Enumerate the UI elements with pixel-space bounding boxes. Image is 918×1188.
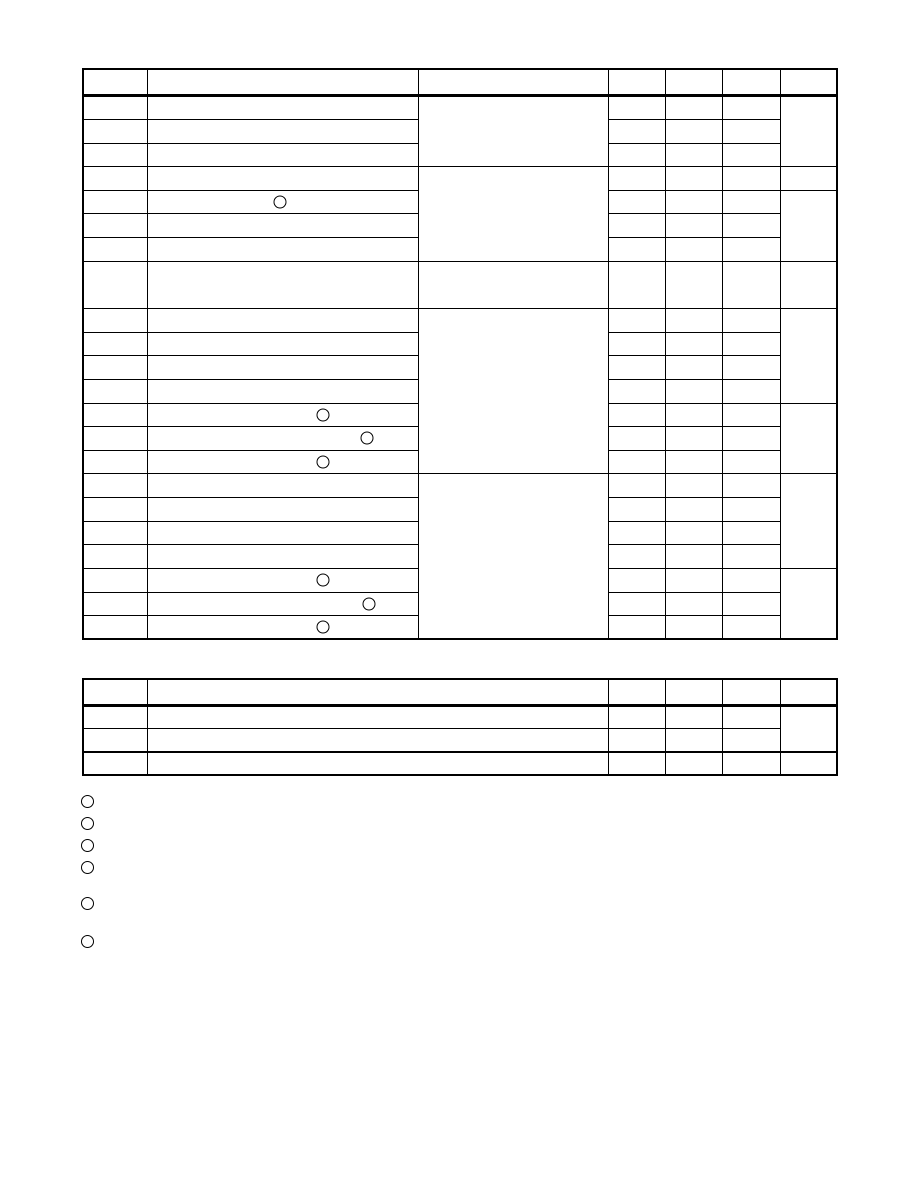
row-min-cell [608, 166, 665, 190]
footnote-marker-circle-icon [360, 432, 373, 445]
row-max-cell [722, 592, 780, 615]
row-parameter-cell [147, 473, 418, 497]
row-max-cell [722, 213, 780, 237]
row-typ-cell [665, 615, 722, 639]
row-symbol-cell [83, 95, 147, 119]
row-symbol-cell [83, 355, 147, 379]
row-typ-cell [665, 592, 722, 615]
footnote-item [81, 817, 102, 830]
row-typ-cell [665, 355, 722, 379]
row-min-cell [608, 521, 665, 544]
row-parameter-cell [147, 237, 418, 261]
footnote-item [81, 839, 102, 852]
table-header-row [83, 69, 837, 95]
row-parameter-cell [147, 705, 608, 728]
table-row [83, 308, 837, 332]
row-min-cell [608, 615, 665, 639]
row-max-cell [722, 615, 780, 639]
row-max-cell [722, 237, 780, 261]
row-typ-cell [665, 119, 722, 143]
row-max-cell [722, 473, 780, 497]
row-typ-cell [665, 752, 722, 775]
footnote-circle-icon [81, 795, 94, 808]
row-min-cell [608, 119, 665, 143]
row-min-cell [608, 95, 665, 119]
header-cell-min [608, 679, 665, 705]
row-symbol-cell [83, 308, 147, 332]
table-row [83, 473, 837, 497]
row-typ-cell [665, 403, 722, 426]
row-min-cell [608, 473, 665, 497]
row-parameter-cell [147, 355, 418, 379]
row-typ-cell [665, 95, 722, 119]
row-parameter-cell [147, 450, 418, 473]
row-max-cell [722, 450, 780, 473]
row-min-cell [608, 355, 665, 379]
row-parameter-cell [147, 426, 418, 450]
row-symbol-cell [83, 237, 147, 261]
footnote-circle-icon [81, 817, 94, 830]
row-max-cell [722, 752, 780, 775]
row-parameter-cell [147, 166, 418, 190]
row-min-cell [608, 728, 665, 752]
unit-group-cell [780, 166, 837, 190]
header-cell-max [722, 679, 780, 705]
header-cell-unit [780, 69, 837, 95]
footnote-item [81, 861, 102, 874]
row-min-cell [608, 261, 665, 308]
row-parameter-cell [147, 752, 608, 775]
row-min-cell [608, 213, 665, 237]
unit-group-cell [780, 403, 837, 473]
unit-group-cell [780, 95, 837, 166]
header-cell-parameter [147, 69, 418, 95]
row-symbol-cell [83, 544, 147, 568]
unit-group-cell [780, 568, 837, 639]
footnote-marker-circle-icon [362, 597, 375, 610]
unit-group-cell [780, 752, 837, 775]
row-symbol-cell [83, 521, 147, 544]
row-parameter-cell [147, 497, 418, 521]
row-max-cell [722, 332, 780, 355]
table-row [83, 705, 837, 728]
row-symbol-cell [83, 119, 147, 143]
row-parameter-cell [147, 615, 418, 639]
header-cell-parameter [147, 679, 608, 705]
row-typ-cell [665, 728, 722, 752]
row-parameter-cell [147, 379, 418, 403]
row-min-cell [608, 450, 665, 473]
header-cell-typ [665, 679, 722, 705]
header-cell-min [608, 69, 665, 95]
header-cell-symbol [83, 69, 147, 95]
row-symbol-cell [83, 213, 147, 237]
table-row [83, 95, 837, 119]
row-parameter-cell [147, 143, 418, 166]
row-min-cell [608, 705, 665, 728]
row-typ-cell [665, 190, 722, 213]
unit-group-cell [780, 308, 837, 403]
footnote-marker-circle-icon [316, 455, 329, 468]
row-min-cell [608, 379, 665, 403]
condition-group-cell [418, 308, 608, 473]
row-typ-cell [665, 308, 722, 332]
row-max-cell [722, 355, 780, 379]
row-typ-cell [665, 450, 722, 473]
condition-group-cell [418, 166, 608, 261]
row-max-cell [722, 705, 780, 728]
footnote-item [81, 897, 102, 910]
characteristics-table [82, 68, 838, 640]
row-parameter-cell [147, 261, 418, 308]
row-min-cell [608, 143, 665, 166]
row-parameter-cell [147, 568, 418, 592]
row-max-cell [722, 426, 780, 450]
row-max-cell [722, 544, 780, 568]
row-max-cell [722, 166, 780, 190]
footnote-item [81, 795, 102, 808]
row-min-cell [608, 592, 665, 615]
row-symbol-cell [83, 261, 147, 308]
row-max-cell [722, 403, 780, 426]
header-cell-typ [665, 69, 722, 95]
row-typ-cell [665, 426, 722, 450]
condition-group-cell [418, 473, 608, 639]
row-min-cell [608, 308, 665, 332]
row-symbol-cell [83, 592, 147, 615]
row-max-cell [722, 261, 780, 308]
row-min-cell [608, 568, 665, 592]
row-parameter-cell [147, 213, 418, 237]
table-row [83, 166, 837, 190]
row-symbol-cell [83, 143, 147, 166]
row-typ-cell [665, 544, 722, 568]
row-parameter-cell [147, 728, 608, 752]
row-min-cell [608, 403, 665, 426]
row-min-cell [608, 190, 665, 213]
footnote-marker-circle-icon [273, 195, 286, 208]
row-typ-cell [665, 166, 722, 190]
row-typ-cell [665, 237, 722, 261]
row-max-cell [722, 728, 780, 752]
table-header-row [83, 679, 837, 705]
row-min-cell [608, 497, 665, 521]
table-row [83, 261, 837, 308]
row-symbol-cell [83, 497, 147, 521]
footnote-circle-icon [81, 861, 94, 874]
row-parameter-cell [147, 332, 418, 355]
row-symbol-cell [83, 705, 147, 728]
row-typ-cell [665, 521, 722, 544]
supply-current-table [82, 678, 838, 776]
row-symbol-cell [83, 332, 147, 355]
row-typ-cell [665, 261, 722, 308]
unit-group-cell [780, 261, 837, 308]
row-symbol-cell [83, 426, 147, 450]
row-typ-cell [665, 497, 722, 521]
unit-group-cell [780, 473, 837, 568]
row-typ-cell [665, 213, 722, 237]
row-parameter-cell [147, 403, 418, 426]
footnote-circle-icon [81, 897, 94, 910]
row-typ-cell [665, 705, 722, 728]
condition-group-cell [418, 95, 608, 166]
header-cell-symbol [83, 679, 147, 705]
row-typ-cell [665, 143, 722, 166]
row-symbol-cell [83, 728, 147, 752]
row-typ-cell [665, 332, 722, 355]
row-parameter-cell [147, 308, 418, 332]
unit-group-cell [780, 705, 837, 752]
row-typ-cell [665, 473, 722, 497]
header-cell-unit [780, 679, 837, 705]
row-parameter-cell [147, 544, 418, 568]
row-symbol-cell [83, 568, 147, 592]
row-max-cell [722, 379, 780, 403]
footnote-item [81, 935, 102, 948]
row-max-cell [722, 568, 780, 592]
row-parameter-cell [147, 190, 418, 213]
row-parameter-cell [147, 95, 418, 119]
row-max-cell [722, 95, 780, 119]
row-symbol-cell [83, 473, 147, 497]
footnote-marker-circle-icon [316, 574, 329, 587]
row-symbol-cell [83, 166, 147, 190]
row-max-cell [722, 521, 780, 544]
row-min-cell [608, 332, 665, 355]
footnote-marker-circle-icon [316, 408, 329, 421]
row-min-cell [608, 237, 665, 261]
unit-group-cell [780, 190, 837, 261]
row-typ-cell [665, 568, 722, 592]
row-symbol-cell [83, 190, 147, 213]
row-symbol-cell [83, 752, 147, 775]
row-max-cell [722, 119, 780, 143]
row-symbol-cell [83, 403, 147, 426]
footnote-circle-icon [81, 839, 94, 852]
row-typ-cell [665, 379, 722, 403]
row-condition-cell [418, 261, 608, 308]
row-parameter-cell [147, 521, 418, 544]
row-max-cell [722, 190, 780, 213]
row-symbol-cell [83, 615, 147, 639]
footnote-circle-icon [81, 935, 94, 948]
row-min-cell [608, 426, 665, 450]
header-cell-conditions [418, 69, 608, 95]
row-parameter-cell [147, 119, 418, 143]
row-parameter-cell [147, 592, 418, 615]
row-symbol-cell [83, 379, 147, 403]
row-min-cell [608, 752, 665, 775]
footnote-marker-circle-icon [316, 620, 329, 633]
row-min-cell [608, 544, 665, 568]
table-row [83, 728, 837, 752]
table-row [83, 752, 837, 775]
row-symbol-cell [83, 450, 147, 473]
row-max-cell [722, 308, 780, 332]
header-cell-max [722, 69, 780, 95]
row-max-cell [722, 143, 780, 166]
row-max-cell [722, 497, 780, 521]
